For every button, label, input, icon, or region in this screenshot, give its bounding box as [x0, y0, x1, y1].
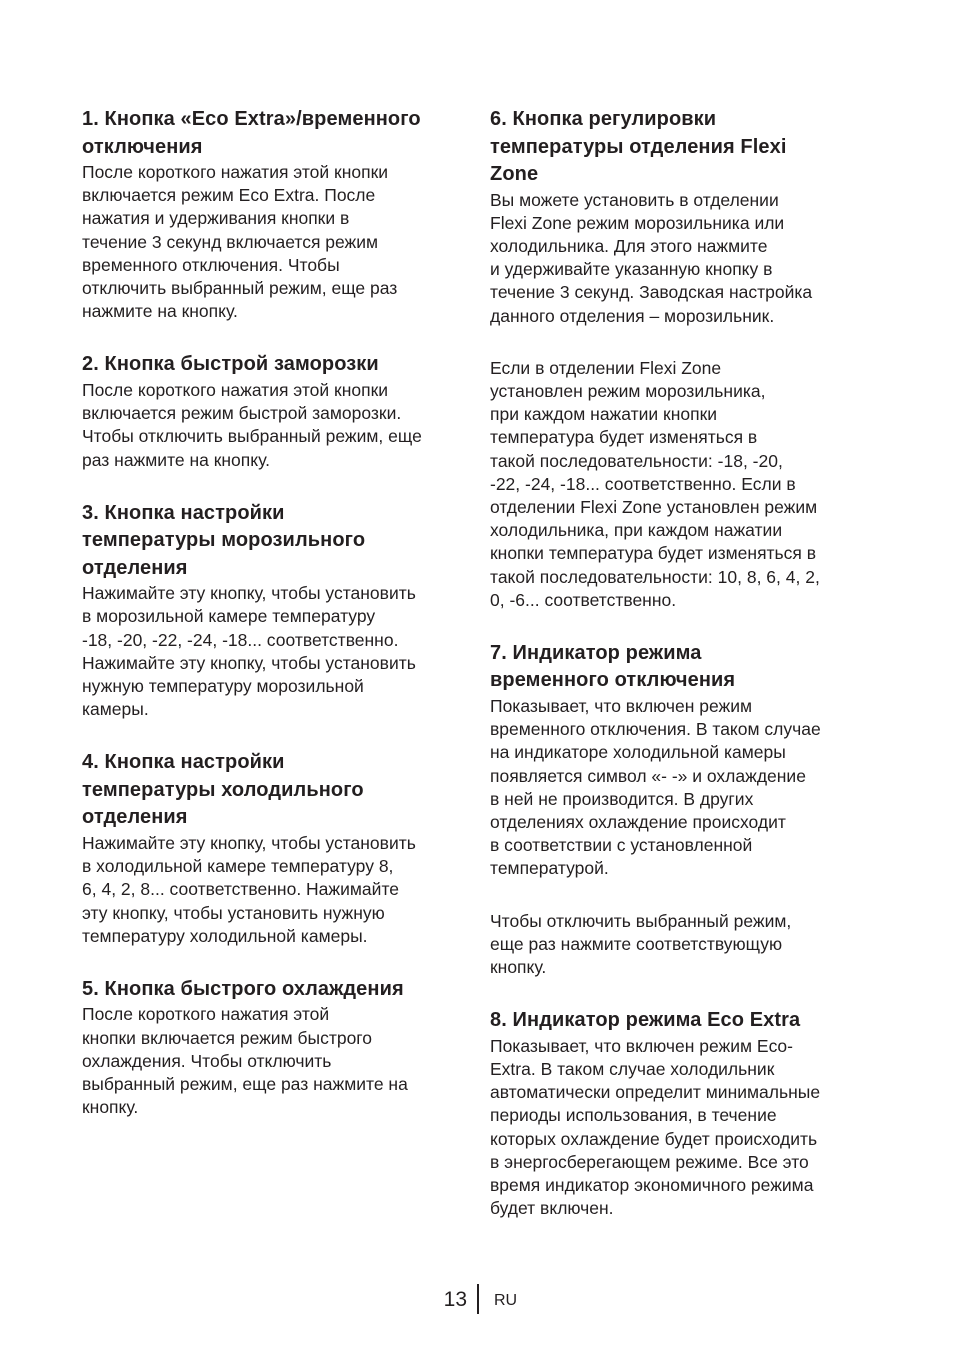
section-text: После короткого нажатия этой кнопки включается режим быстрой заморозки. Чтобы отключить выбранный режим, еще раз нажмите на кнопку. [82, 379, 422, 470]
section-heading: 4. Кнопка настройки температуры холодильного отделения [82, 751, 364, 829]
section-text: Показывает, что включен режим временного отключения. В таком случае на индикаторе холодильной камеры появляется символ «- -» и охлаждение в ней не производится. В других отделениях охлаждение происходит в соответствии с установленной температурой. [490, 695, 821, 879]
section-text: Вы можете установить в отделении Flexi Zone режим морозильника или холодильника. Для этого нажмите и удерживайте указанную кнопку в течение 3 секунд. Заводская настройка данного отделения – морозильник. [490, 189, 813, 326]
section-eco-extra-indicator [490, 1007, 875, 1220]
section-quick-freeze-button [82, 351, 474, 471]
section-heading: 2. Кнопка быстрой заморозки [82, 353, 379, 376]
section-heading: 5. Кнопка быстрого охлаждения [82, 977, 404, 1000]
right-column [490, 106, 875, 1220]
section-heading: 6. Кнопка регулировки температуры отделения Flexi Zone [490, 108, 787, 185]
section-freezer-temp-button [82, 500, 474, 722]
section-heading: 3. Кнопка настройки температуры морозильного отделения [82, 501, 366, 579]
section-eco-extra-button [82, 106, 474, 323]
section-quick-cool-button [82, 976, 474, 1120]
section-text: Показывает, что включен режим Eco- Extra. В таком случае холодильник автоматически определит минимальные периоды использования, в течение которых охлаждение будет происходить в энергосберегающем режиме. Все это время индикатор экономичного режима будет включен. [490, 1035, 821, 1219]
section-vacation-indicator [490, 640, 875, 979]
section-text: Нажимайте эту кнопку, чтобы установить в холодильной камере температуру 8, 6, 4, 2, 8... соответственно. Нажимайте эту кнопку, чтобы установить нужную температуру холодильной камеры. [82, 832, 416, 946]
language-code: RU [494, 1292, 518, 1309]
page-number: 13 [443, 1288, 467, 1311]
section-text-continued: Если в отделении Flexi Zone установлен режим морозильника, при каждом нажатии кнопки температура будет изменяться в такой последовательности: -18, -20, -22, -24, -18... соответственно. Если в отделении Flexi Zone установлен режим холодильника, при каждом нажатии кнопки температура будет изменяться в такой последовательности: 10, 8, 6, 4, 2, 0, -6... соответственно. [490, 357, 820, 610]
section-heading: 1. Кнопка «Eco Extra»/временного отключения [82, 108, 421, 158]
section-text: После короткого нажатия этой кнопки включается режим Eco Extra. После нажатия и удерживания кнопки в течение 3 секунд включается режим временного отключения. Чтобы отключить выбранный режим, еще раз нажмите на кнопку. [82, 162, 398, 322]
section-fridge-temp-button [82, 749, 474, 948]
section-text: Нажимайте эту кнопку, чтобы установить в морозильной камере температуру -18, -20, -22, -24, -18... соответственно. Нажимайте эту кнопку, чтобы установить нужную температуру морозильной камеры. [82, 583, 416, 720]
section-heading: 8. Индикатор режима Eco Extra [490, 1009, 801, 1032]
section-text-continued: Чтобы отключить выбранный режим, еще раз нажмите соответствующую кнопку. [490, 910, 792, 977]
page-footer [0, 1284, 954, 1316]
footer-divider [477, 1284, 479, 1314]
section-text: После короткого нажатия этой кнопки включается режим быстрого охлаждения. Чтобы отключить выбранный режим, еще раз нажмите на кнопку. [82, 1004, 408, 1118]
section-flexi-zone-button [490, 106, 875, 612]
section-heading: 7. Индикатор режима временного отключения [490, 641, 736, 692]
left-column [82, 106, 474, 1119]
